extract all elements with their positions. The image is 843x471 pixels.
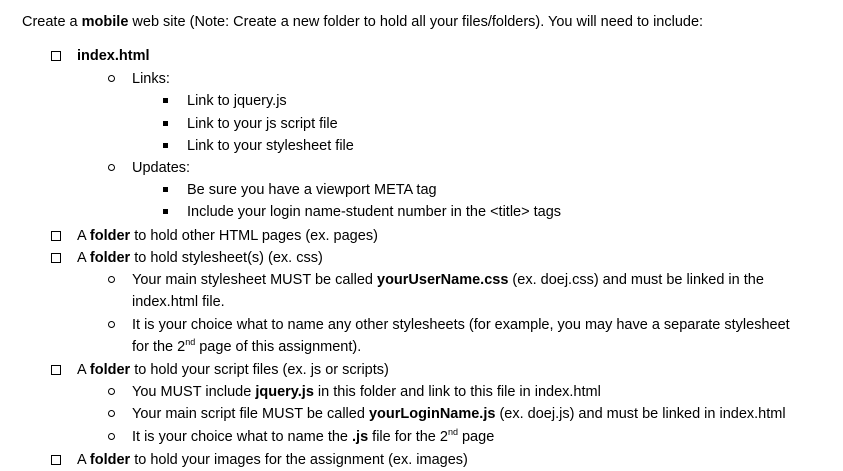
js-item3-part1: It is your choice what to name the	[132, 429, 353, 445]
css-item1-line1	[132, 269, 764, 291]
square-bullet-icon	[163, 209, 168, 214]
square-bullet-icon	[163, 187, 168, 192]
html-folder-rest: to hold other HTML pages (ex. pages)	[130, 228, 378, 244]
css-item1-part2: (ex. doej.css) and must be linked in the	[508, 272, 764, 288]
css-item2-line1: It is your choice what to name any other stylesheets (for example, you may have a separate stylesheet	[132, 317, 790, 333]
js-item3-bold: .js	[352, 429, 369, 445]
circle-bullet-icon	[108, 164, 115, 171]
images-folder-a: A	[77, 452, 90, 468]
link-item: Link to your js script file	[187, 116, 338, 132]
link-item: Link to jquery.js	[187, 93, 287, 109]
js-item1	[132, 381, 601, 403]
square-bullet-icon	[163, 98, 168, 103]
js-item2-part1: Your main script file MUST be called	[132, 406, 369, 422]
intro-text	[22, 11, 703, 33]
links-label: Links:	[132, 71, 170, 87]
checkbox-icon	[51, 231, 61, 241]
circle-bullet-icon	[108, 388, 115, 395]
css-folder-a: A	[77, 250, 90, 266]
circle-bullet-icon	[108, 321, 115, 328]
images-folder-text	[77, 449, 468, 471]
square-bullet-icon	[163, 121, 168, 126]
html-folder-bold: folder	[89, 228, 131, 244]
updates-label: Updates:	[132, 160, 191, 176]
css-folder-bold: folder	[89, 250, 131, 266]
js-item2-part2: (ex. doej.js) and must be linked in index.html	[495, 406, 786, 422]
js-folder-a: A	[77, 362, 90, 378]
images-folder-bold: folder	[89, 452, 131, 468]
css-item1-bold: yourUserName.css	[377, 272, 509, 288]
js-item1-bold: jquery.js	[255, 384, 314, 400]
css-folder-rest: to hold stylesheet(s) (ex. css)	[130, 250, 323, 266]
circle-bullet-icon	[108, 75, 115, 82]
circle-bullet-icon	[108, 433, 115, 440]
js-folder-bold: folder	[89, 362, 131, 378]
css-item2-part2: page of this assignment).	[195, 339, 362, 355]
js-item3-part3: page	[457, 429, 495, 445]
html-folder-a: A	[77, 228, 90, 244]
circle-bullet-icon	[108, 410, 115, 417]
update-item: Include your login name-student number in the <title> tags	[187, 204, 562, 220]
checkbox-icon	[51, 455, 61, 465]
css-folder-text	[77, 247, 323, 269]
js-item2	[132, 403, 786, 425]
intro-bold: mobile	[81, 14, 129, 30]
css-item1-part1: Your main stylesheet MUST be called	[132, 272, 378, 288]
js-item3	[132, 426, 494, 448]
css-item2-part1: for the 2	[132, 339, 186, 355]
js-folder-text	[77, 359, 389, 381]
index-title: index.html	[77, 48, 150, 64]
css-item2-line2	[132, 336, 361, 358]
images-folder-rest: to hold your images for the assignment (ex. images)	[130, 452, 468, 468]
js-item3-part2: file for the 2	[368, 429, 448, 445]
checkbox-icon	[51, 253, 61, 263]
html-folder-text	[77, 225, 378, 247]
js-item1-part2: in this folder and link to this file in index.html	[313, 384, 601, 400]
js-item2-bold: yourLoginName.js	[368, 406, 496, 422]
square-bullet-icon	[163, 143, 168, 148]
css-item1-line2: index.html file.	[132, 294, 225, 310]
checkbox-icon	[51, 365, 61, 375]
js-item3-sup: nd	[447, 427, 458, 437]
intro-part2: web site (Note: Create a new folder to hold all your files/folders). You will need to include:	[128, 14, 704, 30]
update-item: Be sure you have a viewport META tag	[187, 182, 437, 198]
js-item1-part1: You MUST include	[132, 384, 256, 400]
checkbox-icon	[51, 51, 61, 61]
link-item: Link to your stylesheet file	[187, 138, 354, 154]
intro-part1: Create a	[22, 14, 82, 30]
css-item2-sup: nd	[185, 337, 196, 347]
js-folder-rest: to hold your script files (ex. js or scripts)	[130, 362, 389, 378]
circle-bullet-icon	[108, 276, 115, 283]
